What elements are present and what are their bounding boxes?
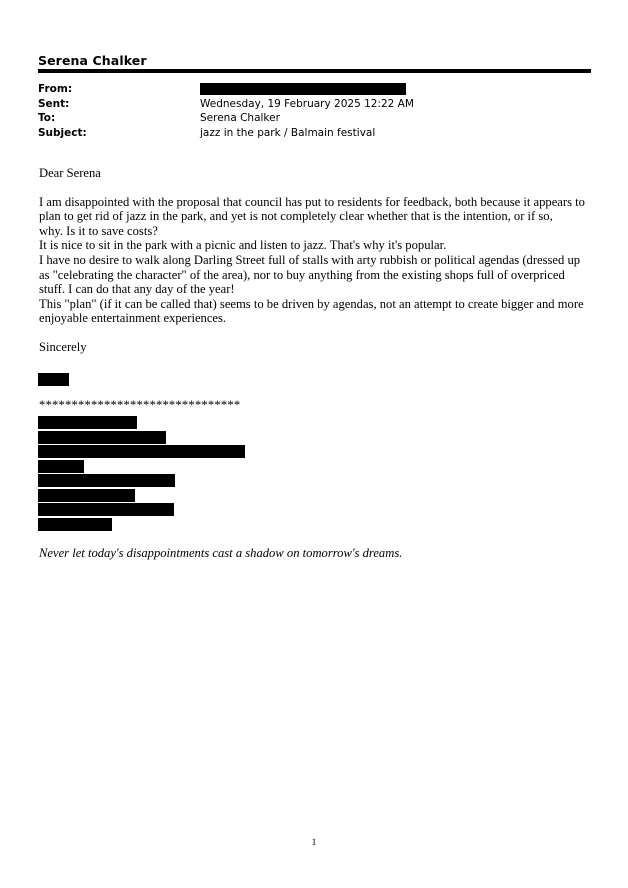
closing: Sincerely [39,339,87,354]
redaction-box [38,489,135,502]
from-value [200,82,591,97]
redaction-box [38,518,112,531]
subject-label: Subject: [38,126,87,139]
sender-name-heading: Serena Chalker [38,53,147,68]
body-line: I have no desire to walk along Darling Street full of stalls with arty rubbish or political agendas (dressed up [39,252,581,267]
body-line: It is nice to sit in the park with a picnic and listen to jazz. That's why it's popular. [39,238,447,253]
from-label: From: [38,83,73,95]
body-line: why. Is it to save costs? [39,223,158,238]
message-text [39,195,591,326]
to-value: Serena Chalker [200,112,280,124]
header-divider [38,69,591,73]
signature-quote: Never let today's disappointments cast a shadow on tomorrow's dreams. [39,546,403,560]
header-row-subject [38,126,591,141]
redaction-box [200,83,406,95]
page-number: 1 [311,838,317,848]
sent-value: Wednesday, 19 February 2025 12:22 AM [200,97,414,110]
salutation: Dear Serena [39,166,101,180]
body-line: plan to get rid of jazz in the park, and yet is not completely clear whether that is the intention, or if so, [39,209,553,224]
header-row-sent [38,97,591,112]
subject-value: jazz in the park / Balmain festival [200,126,376,139]
body-line: as "celebrating the character" of the area), nor to buy anything from the existing shops full of overpriced [39,267,565,282]
body-line: This "plan" (if it can be called that) seems to be driven by agendas, not an attempt to create bigger and more [39,296,584,311]
redaction-box [38,431,166,444]
email-header-block [38,82,591,140]
sent-label: Sent: [38,97,70,110]
signature-separator: ******************************* [39,398,241,412]
redaction-box [38,474,175,487]
header-row-to [38,111,591,126]
body-line: enjoyable entertainment experiences. [39,311,227,326]
signature-redaction [38,373,69,386]
email-body [39,166,591,369]
redaction-box [38,445,245,458]
redaction-box [38,503,174,516]
body-line: stuff. I can do that any day of the year! [39,282,235,297]
body-line: I am disappointed with the proposal that council has put to residents for feedback, both because it appears to [39,194,585,209]
redaction-box [38,416,137,429]
redaction-box [38,460,84,473]
to-label: To: [38,112,56,124]
header-row-from [38,82,591,97]
